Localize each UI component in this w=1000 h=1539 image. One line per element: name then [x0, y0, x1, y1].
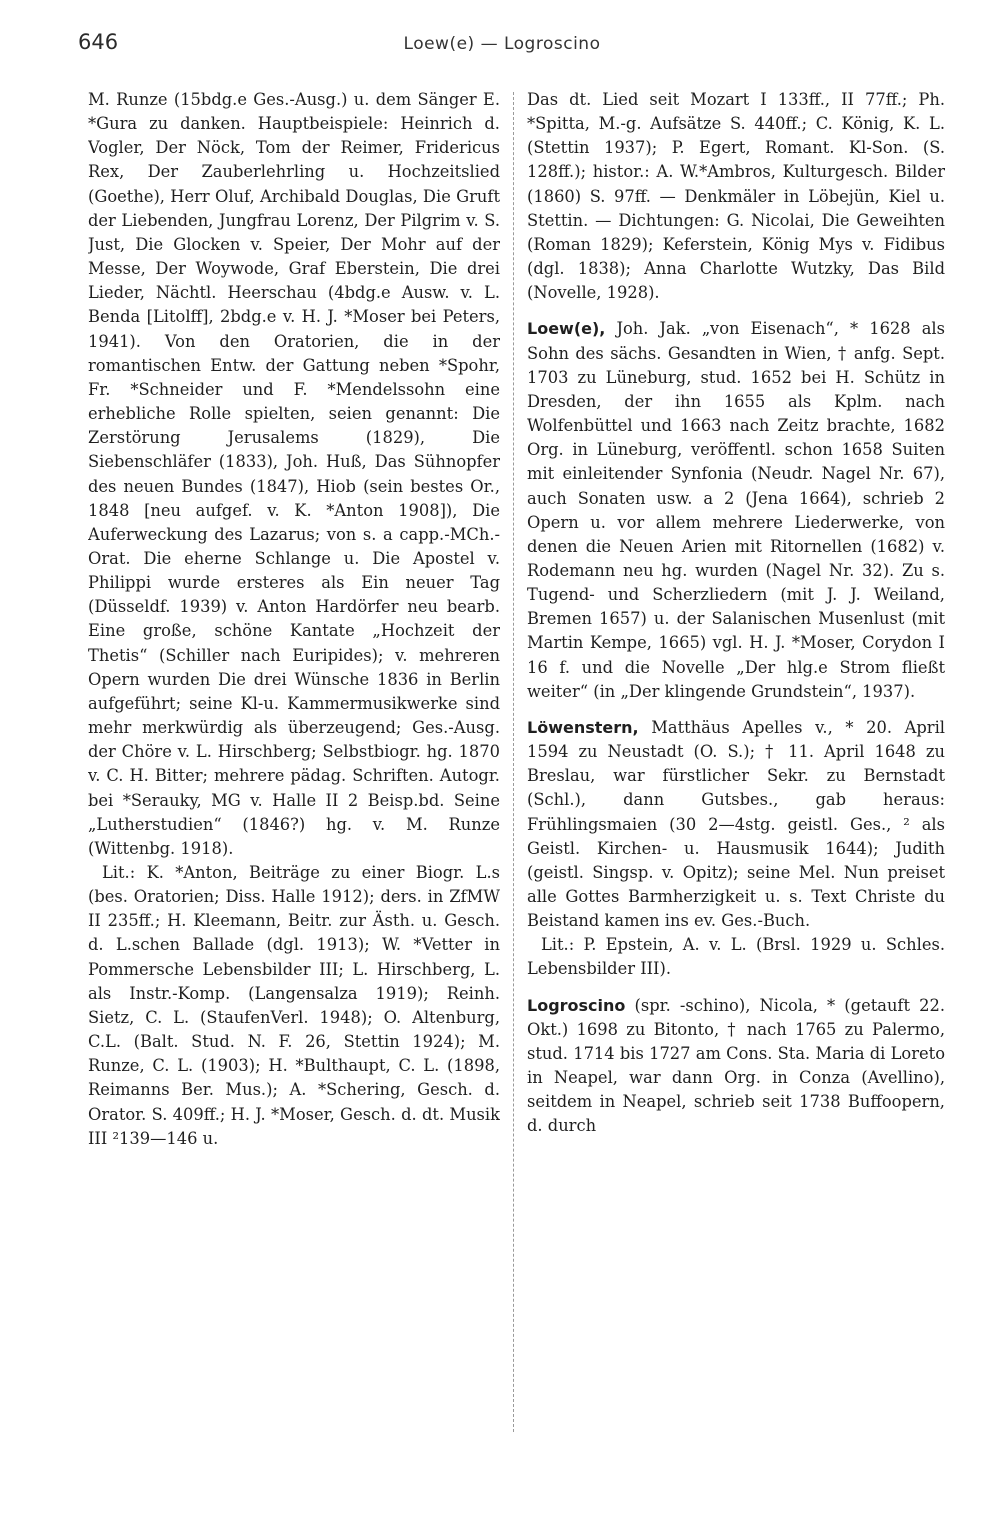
- loewe-carl-continuation: M. Runze (15bdg.e Ges.-Ausg.) u. dem Sänger E. *Gura zu danken. Hauptbeispiele: Heinrich d. Vogler, Der Nöck, Tom der Reimer, Fridericus Rex, Der Zauberlehrling u. Hochzeitslied (Goethe), Herr Oluf, Archibald Douglas, Die Gruft der Liebenden, Jungfrau Lorenz, Der Pilgrim v. S. Just, Die Glocken v. Speier, Der Mohr auf der Messe, Der Woywode, Graf Eberstein, Die drei Lieder, Nächtl. Heerschau (4bdg.e Ausw. v. L. Benda [Litolff], 2bdg.e v. H. J. *Moser bei Peters, 1941). Von den Oratorien, die in der romantischen Entw. der Gattung neben *Spohr, Fr. *Schneider und F. *Mendelssohn eine erhebliche Rolle spielten, seien genannt: Die Zerstörung Jerusalems (1829), Die Siebenschläfer (1833), Joh. Huß, Das Sühnopfer des neuen Bundes (1847), Hiob (sein bestes Or., 1848 [neu aufgef. v. K. *Anton 1908]), Die Auferweckung des Lazarus; von s. a capp.-MCh.-Orat. Die eherne Schlange u. Die Apostel v. Philippi wurde ersteres als Ein neuer Tag (Düsseldf. 1939) v. Anton Hardörfer neu bearb. Eine große, schöne Kantate „Hochzeit der Thetis“ (Schiller nach Euripides); v. mehreren Opern wurden Die drei Wünsche 1836 in Berlin aufgeführt; seine Kl-u. Kammermusikwerke sind mehr merkwürdig als überzeugend; Ges.-Ausg. der Chöre v. L. Hirschberg; Selbstbiogr. hg. 1870 v. C. H. Bitter; mehrere pädag. Schriften. Autogr. bei *Serauky, MG v. Halle II 2 Beisp.bd. Seine „Lutherstudien“ (1846?) hg. v. M. Runze (Wittenbg. 1918).: [88, 90, 500, 858]
- page-header: [78, 30, 926, 66]
- headword-loewenstern: Löwenstern,: [527, 717, 639, 737]
- loewe-carl-literature: Lit.: K. *Anton, Beiträge zu einer Biogr. L.s (bes. Oratorien; Diss. Halle 1912); ders. in ZfMW II 235ff.; H. Kleemann, Beitr. zur Ästh. u. Gesch. d. L.schen Ballade (dgl. 1913); W. *Vetter in Pommersche Lebensbilder III; L. Hirschberg, L. als Instr.-Komp. (Langensalza 1919); Reinh. Sietz, C. L. (StaufenVerl. 1948); O. Altenburg, C.L. (Balt. Stud. N. F. 26, Stettin 1924); M. Runze, C. L. (1903); H. *Bulthaupt, C. L. (1898, Reimanns Ber. Mus.); A. *Schering, Gesch. d. Orator. S. 409ff.; H. J. *Moser, Gesch. d. dt. Musik III ²139—146 u.: [88, 863, 500, 1148]
- entry-text-loewe: Joh. Jak. „von Eisenach“, * 1628 als Sohn des sächs. Gesandten in Wien, † anfg. Sept. 1703 zu Lüneburg, stud. 1652 bei H. Schütz in Dresden, der ihn 1655 als Kplm. nach Wolfenbüttel und 1663 nach Zeitz brachte, 1682 Org. in Lüneburg, veröffentl. schon 1658 Suiten mit einleitender Synfonia (Neudr. Nagel Nr. 67), auch Sonaten usw. a 2 (Jena 1664), schrieb 2 Opern u. vor allem mehrere Liederwerke, von denen die Neuen Arien mit Ritornellen (1682) v. Rodemann neu hg. wurden (Nagel Nr. 32). Zu s. Tugend- und Scherzliedern (mit J. J. Weiland, Bremen 1657) u. der Salanischen Musenlust (mit Martin Kempe, 1665) vgl. H. J. *Moser, Corydon I 16 f. und die Novelle „Der hlg.e Strom fließt weiter“ (in „Der klingende Grundstein“, 1937).: [527, 319, 945, 701]
- literature-continuation: Das dt. Lied seit Mozart I 133ff., II 77ff.; Ph. *Spitta, M.-g. Aufsätze S. 440ff.; C. König, K. L. (Stettin 1937); P. Egert, Romant. Kl-Son. (S. 128ff.); histor.: A. W.*Ambros, Kulturgesch. Bilder (1860) S. 97ff. — Denkmäler in Löbejün, Kiel u. Stettin. — Dichtungen: G. Nicolai, Die Geweihten (Roman 1829); Keferstein, König Mys v. Fidibus (dgl. 1838); Anna Charlotte Wutzky, Das Bild (Novelle, 1928).: [527, 90, 945, 303]
- column-divider: [513, 92, 514, 1432]
- loewenstern-literature: Lit.: P. Epstein, A. v. L. (Brsl. 1929 u. Schles. Lebensbilder III).: [527, 935, 945, 979]
- page-number: 646: [78, 30, 119, 54]
- headword-loewe: Loew(e),: [527, 319, 606, 339]
- entry-text-logroscino: (spr. -schino), Nicola, * (getauft 22. Okt.) 1698 zu Bitonto, † nach 1765 zu Palermo, stud. 1714 bis 1727 am Cons. Sta. Maria di Loreto in Neapel, war dann Org. in Conza (Avellino), seitdem in Neapel, schrieb seit 1738 Buffoopern, d. durch: [527, 995, 945, 1136]
- right-column: [527, 88, 945, 1498]
- entry-loewe-johann-jakob: [527, 317, 945, 704]
- headword-logroscino: Logroscino: [527, 995, 626, 1015]
- entry-loewenstern: [527, 716, 945, 933]
- entry-logroscino: [527, 994, 945, 1139]
- left-column: [88, 88, 500, 1498]
- entry-text-loewenstern: Matthäus Apelles v., * 20. April 1594 zu Neustadt (O. S.); † 11. April 1648 zu Breslau, war fürstlicher Sekr. zu Bernstadt (Schl.), dann Gutsbes., gab heraus: Frühlingsmaien (30 2—4stg. geistl. Ges., ² als Geistl. Kirchen- u. Hausmusik 1644); Judith (geistl. Singsp. v. Opitz); seine Mel. Nun preiset alle Gottes Barmherzigkeit u. s. Text Christe du Beistand kamen ins ev. Ges.-Buch.: [527, 717, 945, 931]
- running-head: Loew(e) — Logroscino: [403, 34, 601, 54]
